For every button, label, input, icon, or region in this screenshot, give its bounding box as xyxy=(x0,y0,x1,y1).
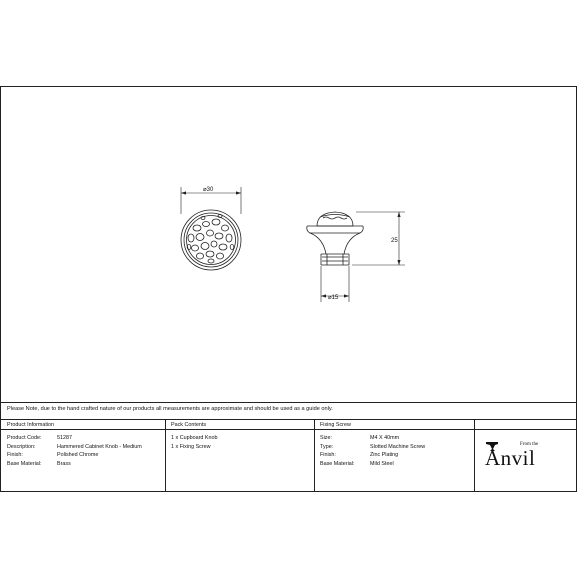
screw-base-material-value: Mild Steel xyxy=(370,460,394,467)
product-code-value: 51287 xyxy=(57,435,72,441)
column-divider xyxy=(314,420,315,492)
product-code-label: Product Code: xyxy=(7,435,42,441)
fixing-screw-values xyxy=(370,434,425,468)
screw-finish-value: Zinc Plating xyxy=(370,452,399,459)
description-value: Hammered Cabinet Knob - Medium xyxy=(57,443,142,450)
from-the-anvil-logo xyxy=(484,438,574,478)
pack-item: 1 x Fixing Screw xyxy=(171,443,211,450)
product-information-heading: Product Information xyxy=(7,422,55,428)
diameter-30-label: ⌀30 xyxy=(203,187,214,193)
disclaimer-text: Please Note, due to the hand crafted nature of our products all measurements are approximate and should be used as a guide only. xyxy=(7,406,333,412)
pack-item: 1 x Cupboard Knob xyxy=(171,435,218,441)
base-material-value: Brass xyxy=(57,460,71,467)
height-25-label: 25 xyxy=(391,238,398,244)
disclaimer-row xyxy=(0,402,577,420)
column-divider xyxy=(474,420,475,492)
screw-base-material-label: Base Material: xyxy=(320,460,355,467)
column-divider xyxy=(165,420,166,492)
table-header-row xyxy=(0,420,577,430)
logo-small-text: From the xyxy=(520,442,539,447)
screw-size-label: Size: xyxy=(320,435,332,441)
product-info-values xyxy=(57,434,142,468)
fixing-screw-heading: Fixing Screw xyxy=(320,422,351,428)
screw-type-value: Slotted Machine Screw xyxy=(370,443,426,450)
finish-label: Finish: xyxy=(7,452,23,459)
diameter-15-label: ⌀15 xyxy=(328,295,339,301)
description-label: Description: xyxy=(7,443,36,450)
logo-brand-text: Anvil xyxy=(485,446,536,470)
pack-contents-list xyxy=(171,434,217,451)
finish-value: Polished Chrome xyxy=(57,452,99,459)
screw-finish-label: Finish: xyxy=(320,452,336,459)
screw-type-label: Type: xyxy=(320,443,334,450)
knob-side-view xyxy=(307,212,363,265)
screw-size-value: M4 X 40mm xyxy=(370,435,400,441)
anvil-logo-mark xyxy=(484,438,574,478)
product-info-labels xyxy=(7,434,41,468)
fixing-screw-labels xyxy=(320,434,354,468)
base-material-label: Base Material: xyxy=(7,460,42,467)
knob-top-view xyxy=(181,210,241,270)
pack-contents-heading: Pack Contents xyxy=(171,422,207,428)
